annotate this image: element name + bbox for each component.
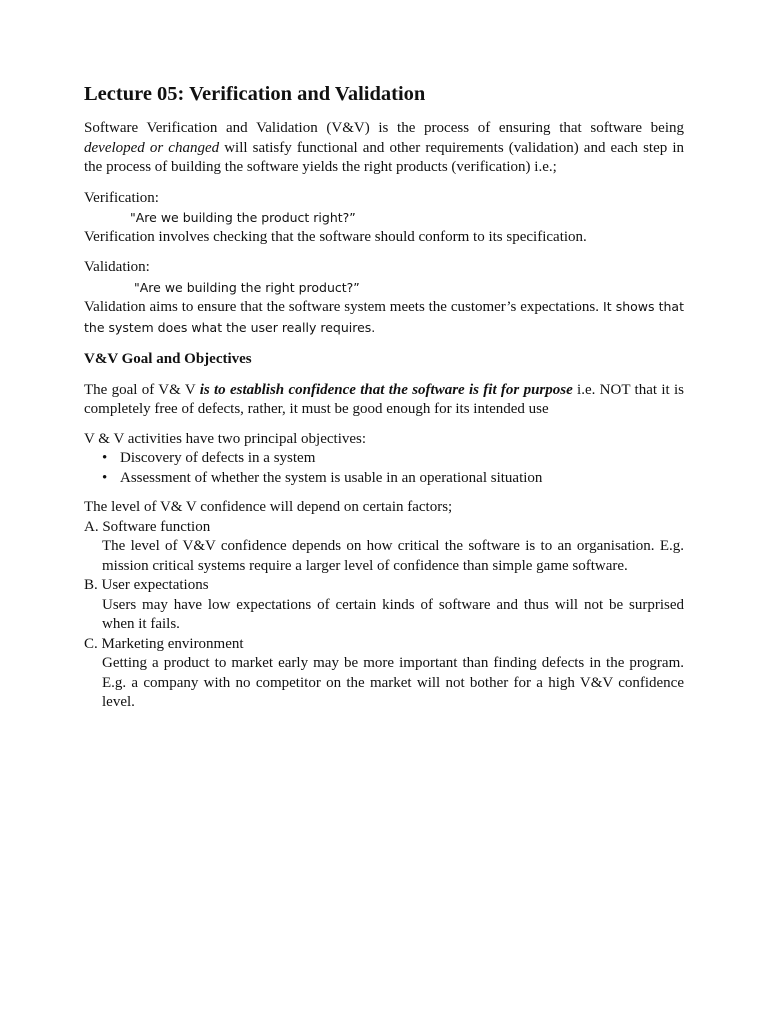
factor-label: B. User expectations [84, 577, 209, 593]
intro-italic-text: developed or changed [84, 139, 220, 156]
goal-paragraph [84, 381, 684, 420]
intro-text-2: will satisfy functional and other requirements (validation) and each step in the process of building the software yields the right products (verification) i.e.; [84, 139, 684, 175]
bullet-icon: • [102, 450, 108, 466]
validation-text-1: Validation aims to ensure that the software system meets the customer’s expectations. [84, 299, 599, 315]
bullet-icon: • [102, 469, 108, 486]
objectives-intro: V & V activities have two principal objectives: [84, 430, 367, 447]
intro-paragraph [84, 119, 684, 178]
objective-text: Discovery of defects in a system [120, 450, 316, 466]
goal-emphasis: is to establish confidence that the software is fit for purpose [199, 381, 573, 398]
goal-text-start: The goal of V& V [84, 381, 200, 398]
factor-text: Getting a product to market early may be more important than finding defects in the program. E.g. a company with no competitor on the market will not bother for a high V&V confidence level. [102, 655, 684, 710]
validation-section [84, 258, 684, 338]
validation-text [84, 297, 684, 338]
verification-quote: "Are we building the product right?” [130, 210, 356, 225]
factor-item [84, 576, 684, 635]
factor-label: A. Software function [84, 518, 211, 535]
page-title: Lecture 05: Verification and Validation [84, 83, 426, 105]
goal-text-end: i.e. NOT that it is completely free of defects, rather, it must be good enough for its intended use [84, 381, 684, 417]
intro-text-1: Software Verification and Validation (V&V) is the process of ensuring that software being [84, 120, 684, 136]
verification-text: Verification involves checking that the software should conform to its specification. [84, 228, 587, 245]
factors-intro: The level of V& V confidence will depend on certain factors; [84, 499, 453, 515]
document-page [84, 80, 684, 713]
validation-label: Validation: [84, 259, 150, 275]
verification-section [84, 189, 684, 248]
validation-quote: "Are we building the right product?” [134, 279, 360, 295]
factors-list [84, 518, 684, 713]
factor-text: Users may have low expectations of certain kinds of software and thus will not be surprised when it fails. [102, 596, 684, 632]
section-heading-goals: V&V Goal and Objectives [84, 351, 252, 367]
factor-text: The level of V&V confidence depends on how critical the software is to an organisation. E.g. mission critical systems require a larger level of confidence than simple game software. [102, 538, 684, 574]
validation-text-2: It shows that the system does what the user really requires. [84, 299, 684, 335]
objective-text: Assessment of whether the system is usable in an operational situation [120, 469, 543, 486]
objectives-list [84, 449, 684, 488]
factor-label: C. Marketing environment [84, 635, 244, 652]
list-item [84, 469, 684, 489]
factor-item [84, 635, 684, 713]
factor-item [84, 518, 684, 577]
verification-label: Verification: [84, 189, 159, 206]
list-item [84, 449, 684, 469]
